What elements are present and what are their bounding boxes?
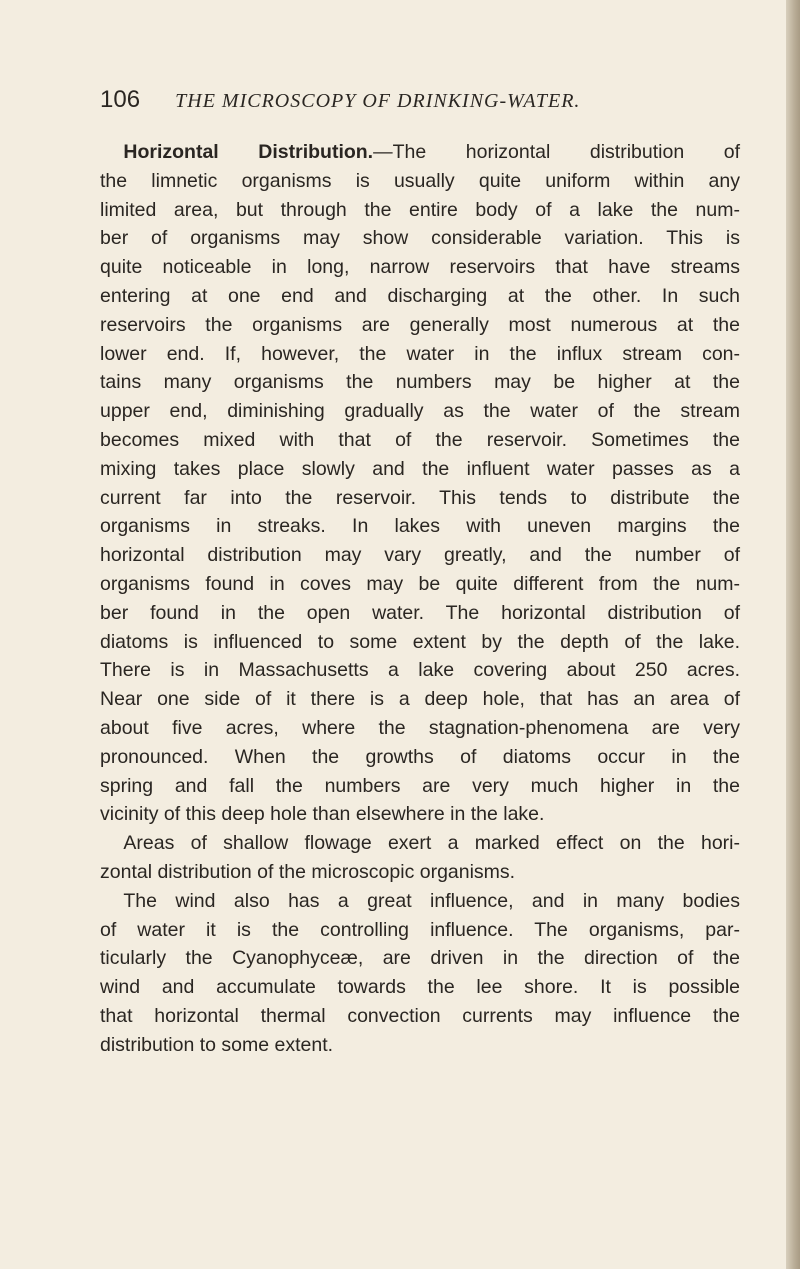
text-line: about five acres, where the stagnation-phenomena are very — [100, 716, 740, 739]
running-head — [100, 86, 740, 118]
text-line: reservoirs the organisms are generally most numerous at the — [100, 313, 740, 336]
text-line: organisms found in coves may be quite different from the num- — [100, 572, 740, 595]
text-line: ber found in the open water. The horizontal distribution of — [100, 601, 740, 624]
text-line: spring and fall the numbers are very much higher in the — [100, 774, 740, 797]
text-line: that horizontal thermal convection currents may influence the — [100, 1004, 740, 1027]
text-line: current far into the reservoir. This tends to distribute the — [100, 486, 740, 509]
body-text — [100, 138, 740, 1060]
text-line: The wind also has a great influence, and in many bodies — [123, 889, 740, 912]
text-line: Areas of shallow flowage exert a marked effect on the hori- — [123, 832, 740, 855]
text-line: mixing takes place slowly and the influent water passes as a — [100, 457, 740, 480]
paragraphs — [100, 167, 740, 1060]
running-title: THE MICROSCOPY OF DRINKING-WATER. — [175, 90, 581, 112]
text-line: entering at one end and discharging at the other. In such — [100, 284, 740, 307]
text-line: quite noticeable in long, narrow reservoirs that have streams — [100, 256, 740, 279]
text-line: of water it is the controlling influence. The organisms, par- — [100, 918, 740, 941]
text-line: There is in Massachusetts a lake covering about 250 acres. — [100, 659, 740, 682]
text-line: vicinity of this deep hole than elsewhere in the lake. — [100, 803, 545, 826]
text-line: distribution to some extent. — [100, 1033, 334, 1056]
text-line: tains many organisms the numbers may be higher at the — [100, 371, 740, 394]
page-edge — [786, 0, 800, 1269]
section-heading-line — [100, 138, 740, 167]
text-line: wind and accumulate towards the lee shore. It is possible — [100, 976, 740, 999]
text-line: horizontal distribution may vary greatly, and the number of — [100, 544, 740, 567]
text-line: organisms in streaks. In lakes with uneven margins the — [100, 515, 740, 538]
text-line: limited area, but through the entire body of a lake the num- — [100, 198, 740, 221]
text-line: pronounced. When the growths of diatoms occur in the — [100, 745, 740, 768]
page-number: 106 — [100, 86, 141, 113]
section-heading-rest: —The horizontal distribution of — [373, 141, 740, 163]
text-line: ticularly the Cyanophyceæ, are driven in the direction of the — [100, 947, 740, 970]
text-line: upper end, diminishing gradually as the water of the stream — [100, 400, 740, 423]
text-line: Near one side of it there is a deep hole, that has an area of — [100, 688, 740, 711]
text-line: zontal distribution of the microscopic organisms. — [100, 860, 516, 883]
section-heading: Horizontal Distribution. — [123, 141, 374, 163]
text-line: the limnetic organisms is usually quite uniform within any — [100, 169, 740, 192]
text-line: ber of organisms may show considerable variation. This is — [100, 227, 740, 250]
text-line: becomes mixed with that of the reservoir. Sometimes the — [100, 428, 740, 451]
text-line: lower end. If, however, the water in the influx stream con- — [100, 342, 740, 365]
text-line: diatoms is influenced to some extent by the depth of the lake. — [100, 630, 740, 653]
